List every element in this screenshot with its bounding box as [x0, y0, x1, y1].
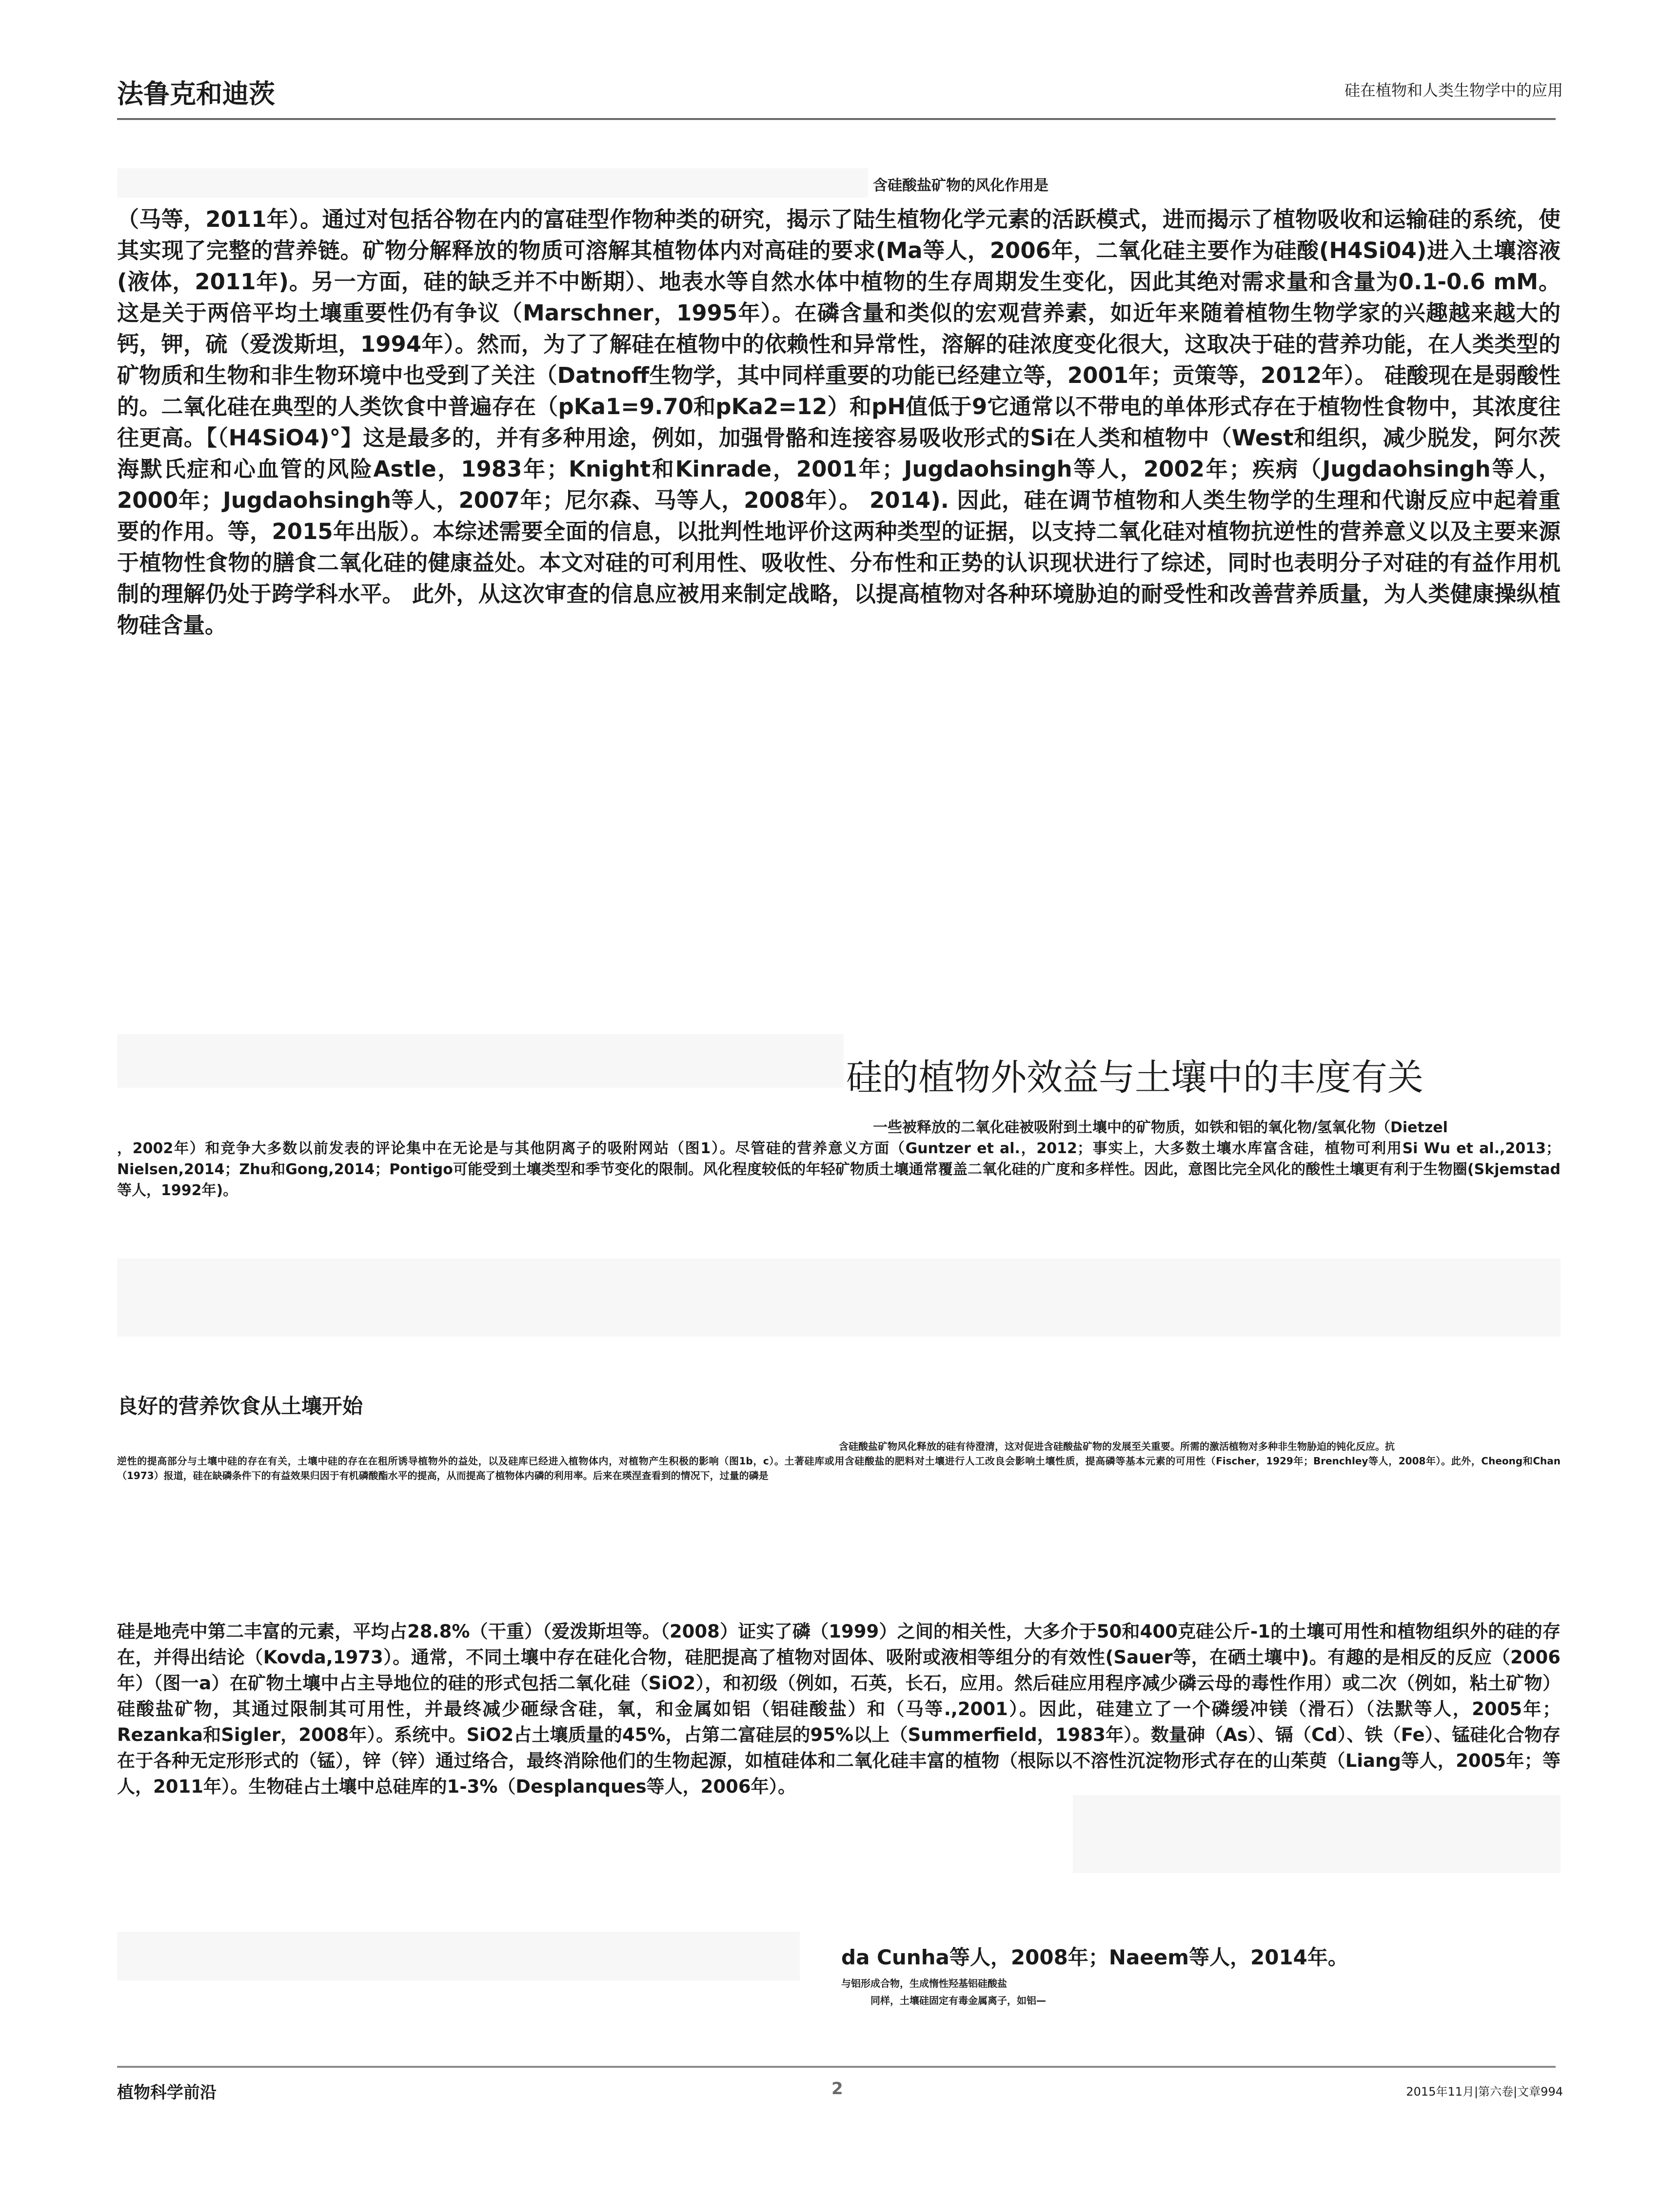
block4-line3: 同样，土壤硅固定有毒金属离子，如铝— [870, 1995, 1046, 2006]
scan-artifact [1073, 1795, 1561, 1873]
block4-line1: da Cunha等人，2008年；Naeem等人，2014年。 [841, 1945, 1348, 1969]
scan-artifact [117, 168, 868, 198]
scan-artifact [117, 1034, 844, 1088]
section-paragraph: ，2002年）和竞争大多数以前发表的评论集中在无论是与其他阴离子的吸附网站（图1）。尽管硅的营养意义方面（Guntzer et al.，2012；事实上，大多数土壤水库富含硅，植物可利用Si Wu et al.,2013；Nielsen,2014；Zhu和Gong,2014；Pontigo可能受到土壤类型和季节变化的限制。风化程度较低的年轻矿物质土壤通常覆盖二氧化硅的广度和多样性。因此，意图比完全风化的酸性土壤更有利于生物圈(Skjemstad等人，1992年)。 [117, 1140, 1561, 1199]
running-head-title: 硅在植物和人类生物学中的应用 [1344, 81, 1563, 100]
subsection-paragraph: 逆性的提高部分与土壤中硅的存在有关，土壤中硅的存在在租所诱导植物外的益处，以及硅库已经进入植物体内，对植物产生积极的影响（图1b，c）。土著硅库或用含硅酸盐的肥料对土壤进行人工改良会影响土壤性质，提高磷等基本元素的可用性（Fischer，1929年；Brenchley等人，2008年）。此外，Cheong和Chan（1973）报道，硅在缺磷条件下的有益效果归因于有机磷酸酯水平的提高，从而提高了植物体内磷的利用率。后来在瑛涅查看到的情况下，过量的磷是 [117, 1455, 1561, 1481]
scan-artifact [117, 1259, 1561, 1337]
block3-paragraph: 硅是地壳中第二丰富的元素，平均占28.8%（干重）（爱泼斯坦等。（2008）证实了磷（1999）之间的相关性，大多介于50和400克硅公斤-1的土壤可用性和植物组织外的硅的存在，并得出结论（Kovda,1973）。通常，不同土壤中存在硅化合物，硅肥提高了植物对固体、吸附或液相等组分的有效性(Sauer等，在硒土壤中)。有趣的是相反的反应（2006年）（图一a）在矿物土壤中占主导地位的硅的形式包括二氧化硅（SiO2），和初级（例如，石英，长石，应用。然后硅应用程序减少磷云母的毒性作用）或二次（例如，粘土矿物）硅酸盐矿物，其通过限制其可用性，并最终减少砸绿含硅，氧，和金属如铝（铝硅酸盐）和（马等.,2001）。因此，硅建立了一个磷缓冲镁（滑石）（法默等人，2005年；Rezanka和Sigler，2008年）。系统中。SiO2占土壤质量的45%，占第二富硅层的95%以上（Summerfield，1983年）。数量砷（As）、镉（Cd）、铁（Fe）、锰硅化合物存在于各种无定形形式的（锰），锌（锌）通过络合，最终消除他们的生物起源，如植硅体和二氧化硅丰富的植物（根际以不溶性沉淀物形式存在的山茱萸（Liang等人，2005年；等人，2011年）。生物硅占土壤中总硅库的1-3%（Desplanques等人，2006年）。 [117, 1621, 1561, 1797]
section-heading: 硅的植物外效益与土壤中的丰度有关 [846, 1057, 1423, 1099]
section-intro: 一些被释放的二氧化硅被吸附到土壤中的矿物质，如铁和铝的氧化物/氢氧化物（Dietzel [873, 1119, 1448, 1136]
issue-info: 2015年11月|第六卷|文章994 [1406, 2085, 1563, 2099]
block1-paragraph: （马等，2011年）。通过对包括谷物在内的富硅型作物种类的研究，揭示了陆生植物化学元素的活跃模式，进而揭示了植物吸收和运输硅的系统，使其实现了完整的营养链。矿物分解释放的物质可溶解其植物体内对高硅的要求(Ma等人，2006年，二氧化硅主要作为硅酸(H4Si04)进入土壤溶液(液体，2011年)。另一方面，硅的缺乏并不中断期）、地表水等自然水体中植物的生存周期发生变化，因此其绝对需求量和含量为0.1-0.6 mM。 这是关于两倍平均土壤重要性仍有争议（Marschner，1995年）。在磷含量和类似的宏观营养素，如近年来随着植物生物学家的兴趣越来越大的钙，钾，硫（爱泼斯坦，1994年）。然而，为了了解硅在植物中的依赖性和异常性，溶解的硅浓度变化很大，这取决于硅的营养功能，在人类类型的矿物质和生物和非生物环境中也受到了关注（Datnoff生物学，其中同样重要的功能已经建立等，2001年；贡策等，2012年）。 硅酸现在是弱酸性的。二氧化硅在典型的人类饮食中普遍存在（pKa1=9.70和pKa2=12）和pH值低于9它通常以不带电的单体形式存在于植物性食物中，其浓度往往更高。【（H4SiO4)°】这是最多的，并有多种用途，例如，加强骨骼和连接容易吸收形式的Si在人类和植物中（West和组织，减少脱发，阿尔茨海默氏症和心血管的风险Astle，1983年；Knight和Kinrade，2001年；Jugdaohsingh等人，2002年；疾病（Jugdaohsingh等人，2000年；Jugdaohsingh等人，2007年；尼尔森、马等人，2008年）。 2014). 因此，硅在调节植物和人类生物学的生理和代谢反应中起着重要的作用。等，2015年出版）。本综述需要全面的信息，以批判性地评价这两种类型的证据，以支持二氧化硅对植物抗逆性的营养意义以及主要来源于植物性食物的膳食二氧化硅的健康益处。本文对硅的可利用性、吸收性、分布性和正势的认识现状进行了综述，同时也表明分子对硅的有益作用机制的理解仍处于跨学科水平。 此外，从这次审查的信息应被用来制定战略，以提高植物对各种环境胁迫的耐受性和改善营养质量，为人类健康操纵植物硅含量。 [117, 206, 1561, 638]
block1-caption: 含硅酸盐矿物的风化作用是 [873, 177, 1048, 194]
scan-artifact [117, 1932, 800, 1980]
journal-name: 植物科学前沿 [117, 2083, 217, 2102]
subsection-intro: 含硅酸盐矿物风化释放的硅有待澄清，这对促进含硅酸盐矿物的发展至关重要。所需的激活植物对多种非生物胁迫的钝化反应。抗 [839, 1440, 1395, 1452]
header-divider [117, 118, 1556, 120]
block4-line2: 与铝形成合物，生成惰性羟基铝硅酸盐 [841, 1978, 1007, 1989]
page-number: 2 [831, 2079, 843, 2099]
running-head-authors: 法鲁克和迪茨 [117, 79, 275, 109]
footer-divider [117, 2066, 1556, 2068]
subsection-heading: 良好的营养饮食从土壤开始 [117, 1394, 363, 1418]
